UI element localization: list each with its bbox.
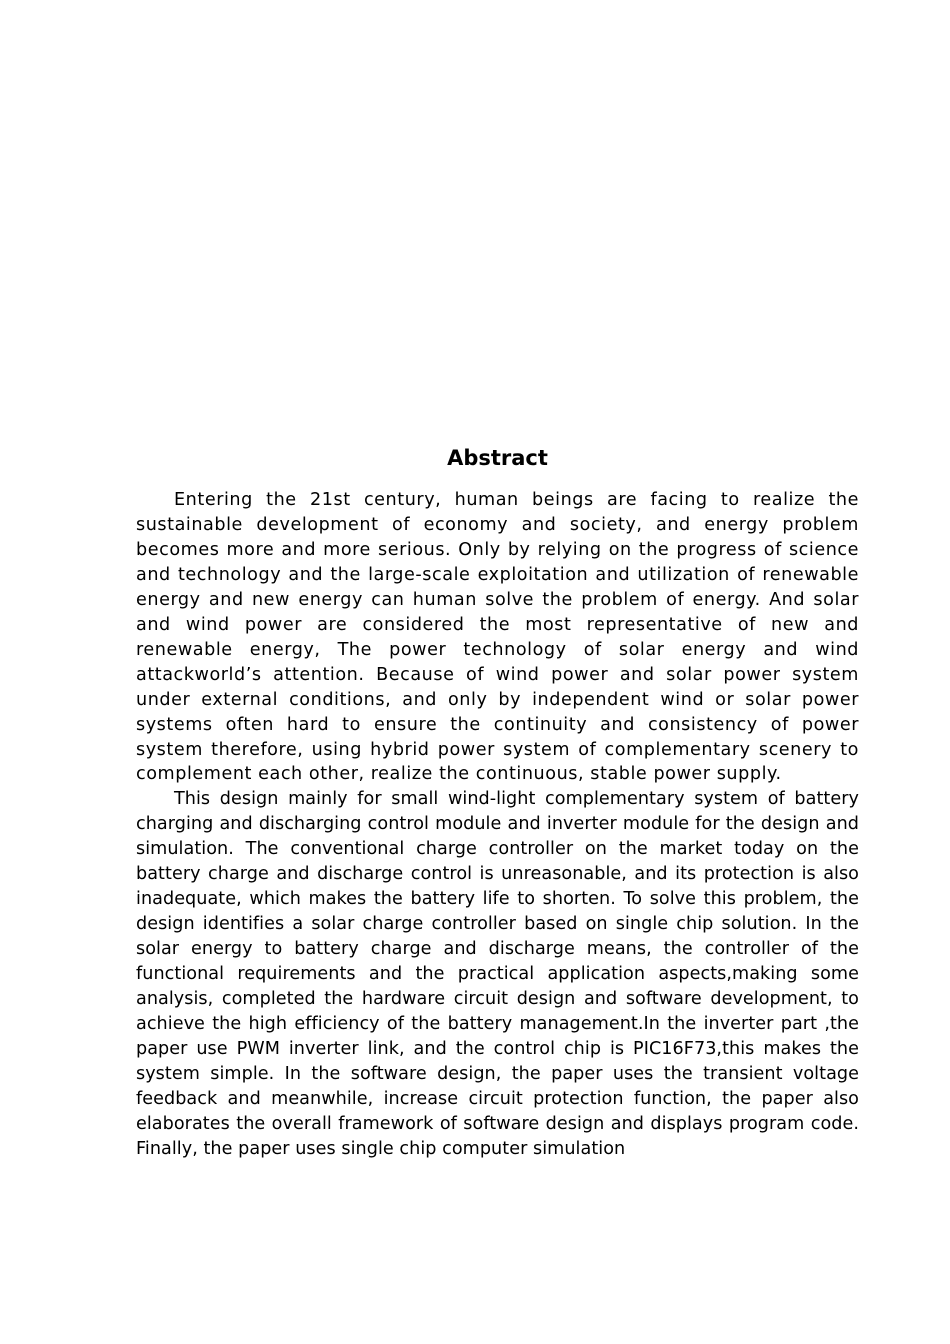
abstract-paragraph-2: This design mainly for small wind-light complementary system of battery charging and discharging control module and inverter module for the design and simulation. The conventional charge controller on the market today on the battery charge and discharge control is unreasonable, and its protection is also inadequate, which makes the battery life to shorten. To solve this problem, the design identifies a solar charge controller based on single chip solution. In the solar energy to battery charge and discharge means, the controller of the functional requirements and the practical application aspects,making some analysis, completed the hardware circuit design and software development, to achieve the high efficiency of the battery management.In the inverter part ,the paper use PWM inverter link, and the control chip is PIC16F73,this makes the system simple. In the software design, the paper uses the transient voltage feedback and meanwhile, increase circuit protection function, the paper also elaborates the overall framework of software design and displays program code. Finally, the paper uses single chip computer simulation [136,789,859,1159]
abstract-paragraph-1: Entering the 21st century, human beings are facing to realize the sustainable development of economy and society, and energy problem becomes more and more serious. Only by relying on the progress of science and technology and the large-scale exploitation and utilization of renewable energy and new energy can human solve the problem of energy. And solar and wind power are considered the most representative of new and renewable energy, The power technology of solar energy and wind attackworld’s attention. Because of wind power and solar power system under external conditions, and only by independent wind or solar power systems often hard to ensure the continuity and consistency of power system therefore, using hybrid power system of complementary scenery to complement each other, realize the continuous, stable power supply. [136,490,859,785]
abstract-heading: Abstract [447,446,548,470]
abstract-body [136,488,859,1162]
